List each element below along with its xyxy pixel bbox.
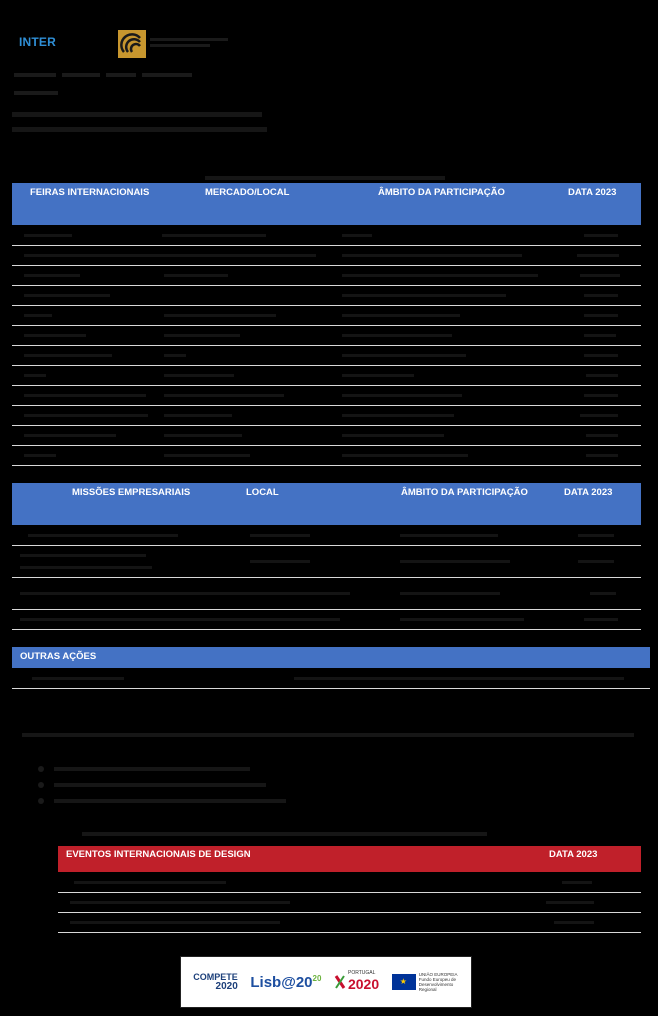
table-row — [12, 405, 641, 426]
table-row — [12, 305, 641, 326]
table-row — [12, 545, 641, 578]
table-row — [12, 425, 641, 446]
other-actions-header — [12, 647, 650, 668]
table-row — [12, 609, 641, 630]
eu-logo: ★ UNIÃO EUROPEIA Fundo Europeu de Desenvolvimento Regional — [392, 972, 459, 992]
missions-col-missions: MISSÕES EMPRESARIAIS — [72, 487, 191, 498]
brand-tagline — [14, 66, 242, 74]
brand-logo-icon — [118, 30, 146, 58]
eu-flag-icon — [392, 974, 416, 990]
table-row — [12, 525, 641, 546]
table-row — [12, 365, 641, 386]
design-col-date: DATA 2023 — [549, 849, 598, 860]
design-caption — [82, 832, 487, 836]
table-row — [58, 892, 641, 913]
table-row — [12, 245, 641, 266]
brand-name: INTER — [19, 35, 56, 49]
other-actions-label: OUTRAS AÇÕES — [20, 651, 97, 662]
table-row — [12, 345, 641, 366]
missions-col-location: LOCAL — [246, 487, 279, 498]
fairs-caption — [205, 176, 445, 180]
table-row — [58, 912, 641, 933]
table-row — [12, 325, 641, 346]
fairs-table-header — [12, 183, 641, 225]
design-intro-text — [22, 733, 634, 737]
design-col-events: EVENTOS INTERNACIONAIS DE DESIGN — [66, 849, 251, 860]
table-row — [12, 385, 641, 406]
table-row — [12, 225, 641, 246]
compete-logo: COMPETE 2020 — [193, 972, 238, 992]
missions-table-header — [12, 483, 641, 525]
table-row — [12, 445, 641, 466]
table-row — [12, 577, 641, 610]
design-events-header — [58, 846, 641, 872]
missions-col-scope: ÂMBITO DA PARTICIPAÇÃO — [401, 487, 528, 498]
table-row — [58, 872, 641, 893]
table-row — [12, 285, 641, 306]
missions-col-date: DATA 2023 — [564, 487, 613, 498]
table-row — [12, 668, 650, 689]
fairs-col-date: DATA 2023 — [568, 187, 617, 198]
document-title — [12, 112, 267, 142]
fairs-col-market: MERCADO/LOCAL — [205, 187, 290, 198]
brand-wordmark — [150, 38, 228, 52]
table-row — [12, 265, 641, 286]
portugal-mark-icon — [334, 974, 346, 990]
lisboa-logo: $Lisb@20^{20}$ — [250, 973, 322, 991]
fairs-col-scope: ÂMBITO DA PARTICIPAÇÃO — [378, 187, 505, 198]
funding-logos — [180, 956, 472, 1008]
fairs-col-fairs: FEIRAS INTERNACIONAIS — [30, 187, 150, 198]
portugal2020-logo: PORTUGAL 2020 — [334, 970, 379, 994]
